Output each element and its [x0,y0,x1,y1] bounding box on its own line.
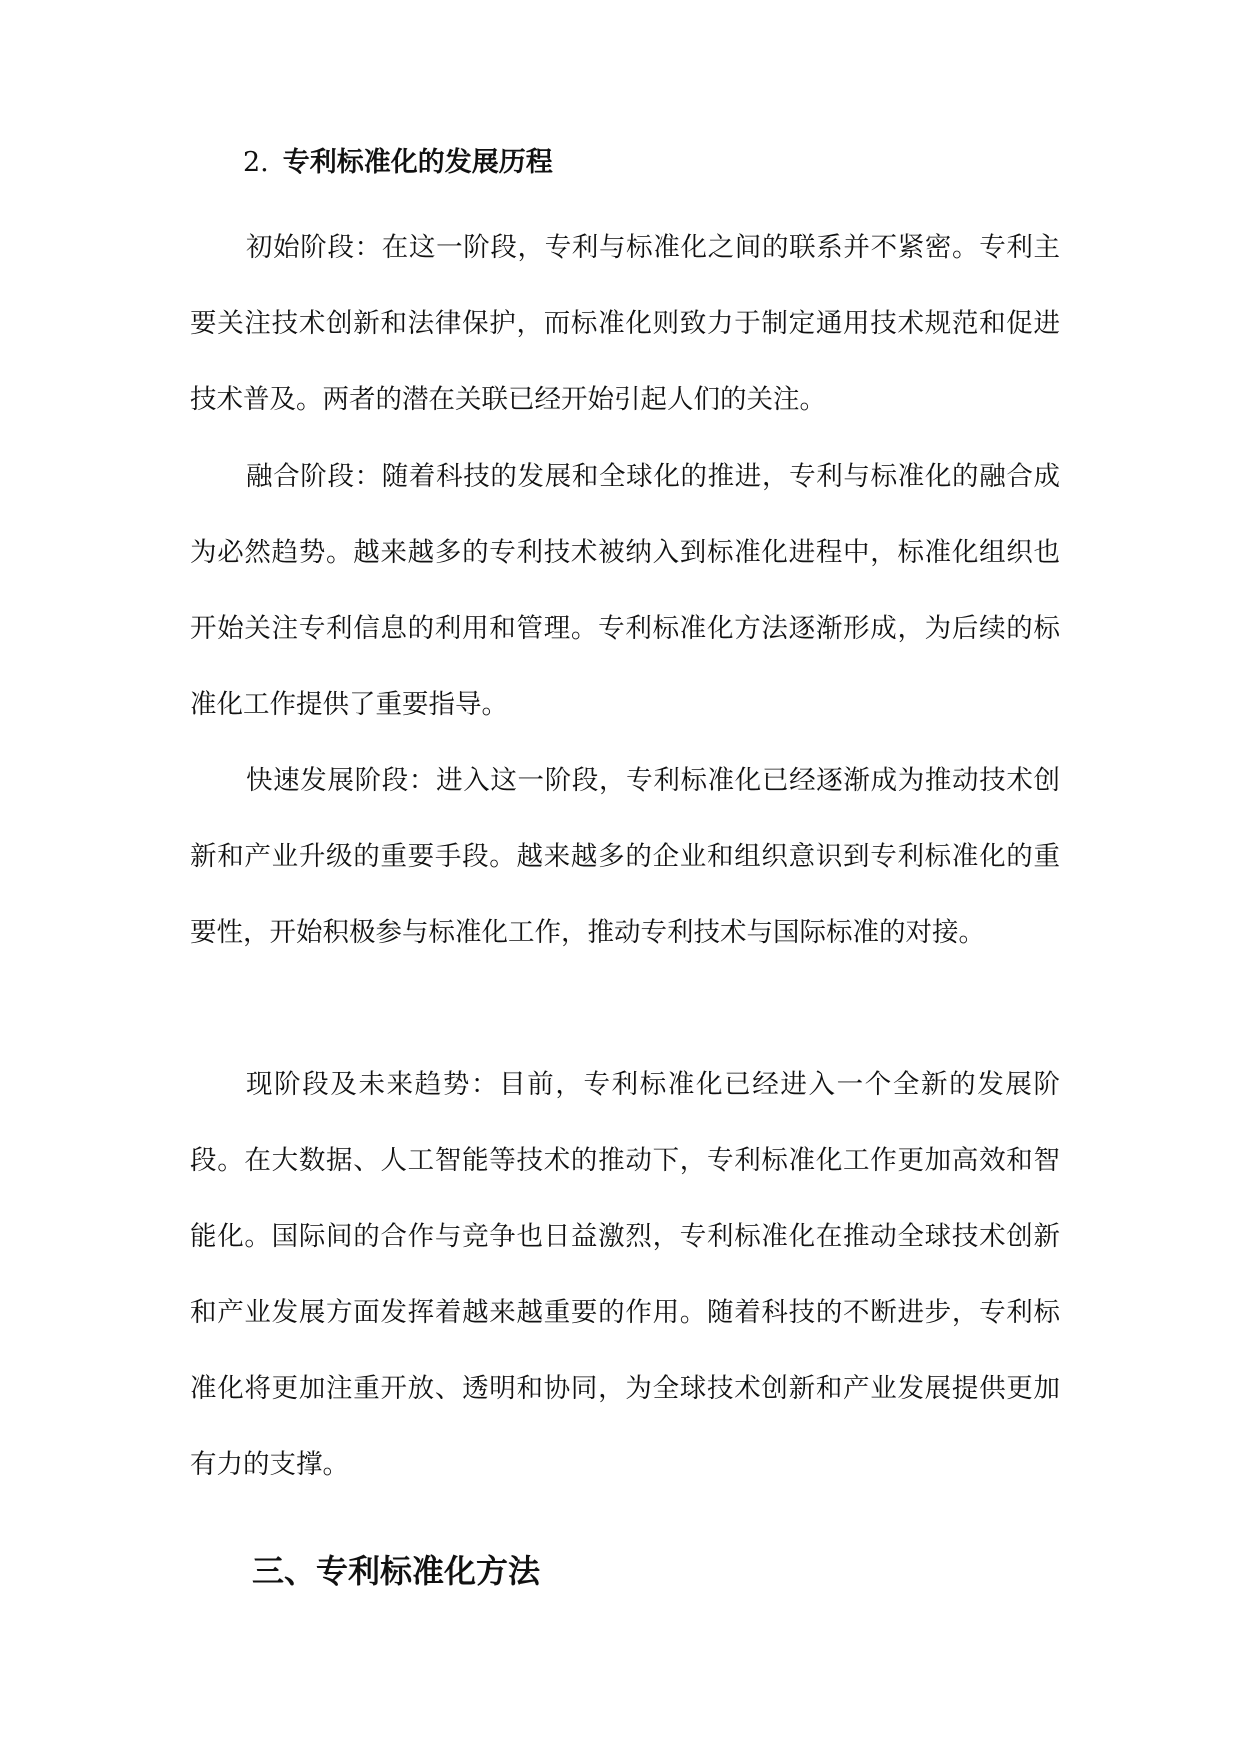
paragraph-current-and-future-trends: 现阶段及未来趋势：目前，专利标准化已经进入一个全新的发展阶段。在大数据、人工智能等技术的推动下，专利标准化工作更加高效和智能化。国际间的合作与竞争也日益激烈，专利标准化在推动全球技术创新和产业发展方面发挥着越来越重要的作用。随着科技的不断进步，专利标准化将更加注重开放、透明和协同，为全球技术创新和产业发展提供更加有力的支撑。 [190,1069,1060,1480]
section-title: 专利标准化的发展历程 [282,147,553,178]
section-heading [243,147,553,179]
section-number: 2. [243,147,269,178]
paragraph-fusion-stage: 融合阶段：随着科技的发展和全球化的推进，专利与标准化的融合成为必然趋势。越来越多的专利技术被纳入到标准化进程中，标准化组织也开始关注专利信息的利用和管理。专利标准化方法逐渐形成，为后续的标准化工作提供了重要指导。 [190,461,1060,720]
paragraph-initial-stage: 初始阶段：在这一阶段，专利与标准化之间的联系并不紧密。专利主要关注技术创新和法律保护，而标准化则致力于制定通用技术规范和促进技术普及。两者的潜在关联已经开始引起人们的关注。 [190,232,1060,415]
chapter-heading: 三、专利标准化方法 [252,1552,541,1590]
paragraph-rapid-development-stage: 快速发展阶段：进入这一阶段，专利标准化已经逐渐成为推动技术创新和产业升级的重要手段。越来越多的企业和组织意识到专利标准化的重要性，开始积极参与标准化工作，推动专利技术与国际标准的对接。 [190,765,1060,948]
